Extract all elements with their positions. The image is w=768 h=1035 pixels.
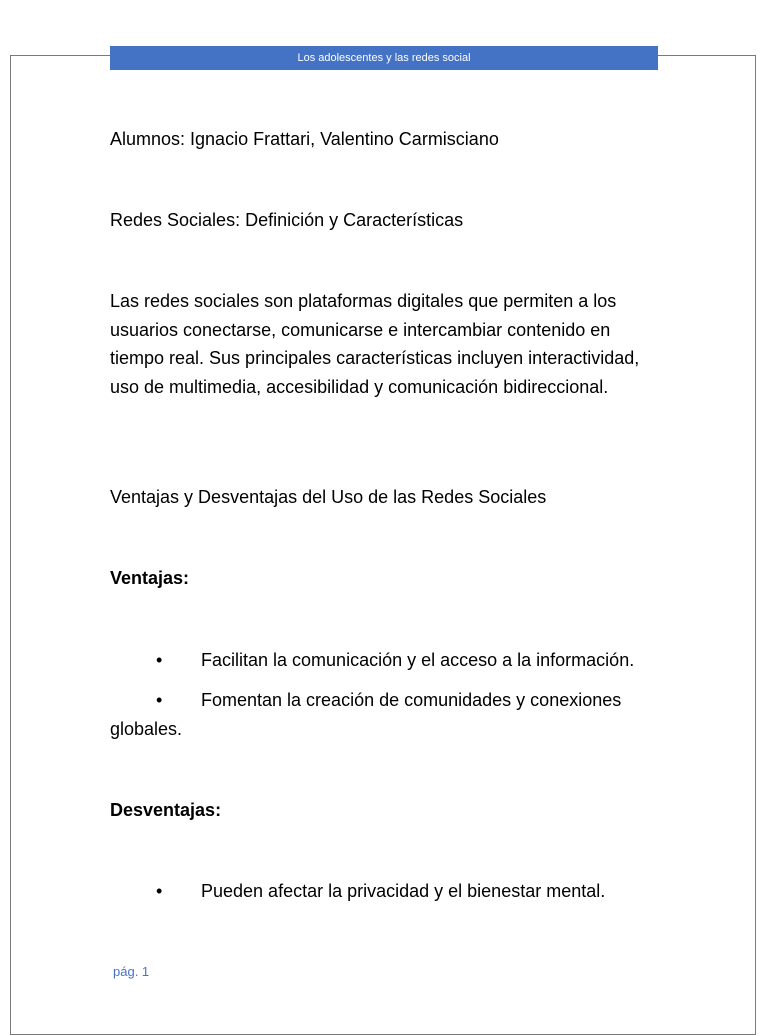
disadvantages-heading: Desventajas: (110, 800, 222, 820)
disadvantage-item-text: Pueden afectar la privacidad y el bienestar mental. (201, 881, 606, 901)
advantages-heading: Ventajas: (110, 568, 190, 588)
document-header (110, 46, 658, 70)
section-title-pros-cons: Ventajas y Desventajas del Uso de las Redes Sociales (110, 487, 547, 507)
bullet-icon: • (156, 650, 163, 670)
advantage-item-text: Facilitan la comunicación y el acceso a la información. (201, 650, 635, 670)
list-item (110, 877, 658, 906)
page-number: pág. 1 (113, 964, 150, 979)
bullet-icon: • (156, 881, 163, 901)
section-title-definition: Redes Sociales: Definición y Características (110, 210, 464, 230)
list-item (110, 686, 658, 743)
list-item (110, 646, 658, 675)
advantage-item-text: Fomentan la creación de comunidades y conexiones globales. (110, 690, 622, 739)
authors-line: Alumnos: Ignacio Frattari, Valentino Carmisciano (110, 129, 499, 149)
bullet-icon: • (156, 690, 163, 710)
header-title: Los adolescentes y las redes social (297, 52, 471, 64)
definition-paragraph: Las redes sociales son plataformas digitales que permiten a los usuarios conectarse, comunicarse e intercambiar contenido en tiempo real. Sus principales características incluyen interactividad, uso de multimedia, accesibilidad y comunicación bidireccional. (110, 291, 640, 397)
